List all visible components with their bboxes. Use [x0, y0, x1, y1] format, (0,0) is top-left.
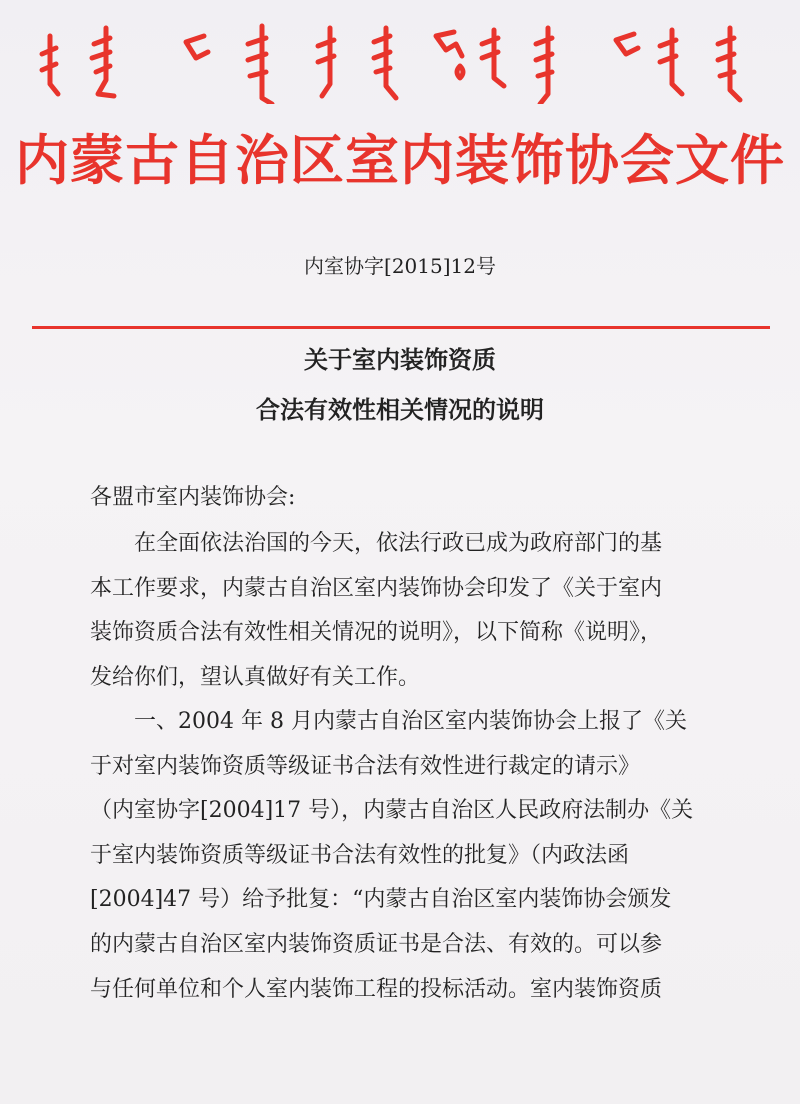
- document-number: 内室协字[2015]12号: [304, 254, 496, 278]
- paragraph-line: [2004]47 号）给予批复：“内蒙古自治区室内装饰协会颁发: [90, 887, 672, 913]
- header-divider: [32, 326, 770, 329]
- paragraph-line: （内室协字[2004]17 号），内蒙古自治区人民政府法制办《关: [90, 798, 694, 824]
- document-header-title: 内蒙古自治区室内装饰协会文件: [15, 129, 785, 192]
- paragraph-line: 装饰资质合法有效性相关情况的说明》，以下简称《说明》，: [90, 620, 663, 646]
- document-title-line-2: 合法有效性相关情况的说明: [256, 396, 544, 424]
- addressee: 各盟市室内装饰协会:: [90, 485, 296, 510]
- document-title-line-1: 关于室内装饰资质: [304, 346, 496, 374]
- paragraph-line: 发给你们，望认真做好有关工作。: [90, 664, 421, 690]
- mongolian-script-graphic: [36, 14, 756, 104]
- paragraph-line: 在全面依法治国的今天，依法行政已成为政府部门的基: [134, 531, 663, 556]
- mongolian-script-header: [36, 14, 756, 104]
- paragraph-line: 于对室内装饰资质等级证书合法有效性进行裁定的请示》: [90, 753, 641, 779]
- paragraph-2: [90, 700, 720, 1012]
- paragraph-line: 的内蒙古自治区室内装饰资质证书是合法、有效的。可以参: [90, 931, 663, 957]
- paragraph-line: 一、2004 年 8 月内蒙古自治区室内装饰协会上报了《关: [134, 709, 687, 734]
- paragraph-1: [90, 522, 720, 700]
- paragraph-line: 于室内装饰资质等级证书合法有效性的批复》（内政法函: [90, 842, 630, 868]
- paragraph-line: 本工作要求，内蒙古自治区室内装饰协会印发了《关于室内: [90, 575, 663, 601]
- paragraph-line: 与任何单位和个人室内装饰工程的投标活动。室内装饰资质: [90, 976, 663, 1002]
